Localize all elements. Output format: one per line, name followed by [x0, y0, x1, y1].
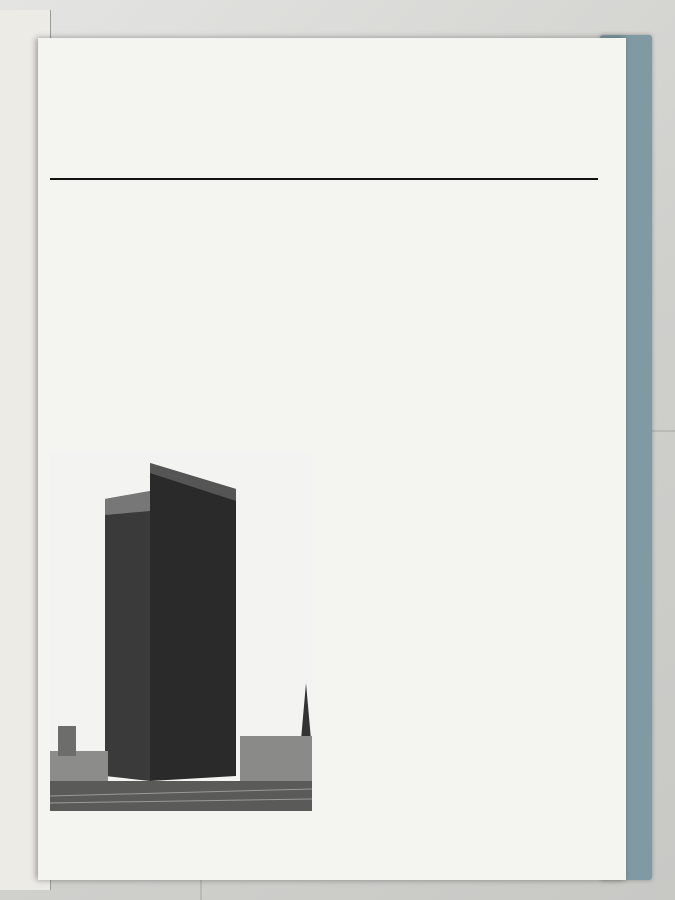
masthead-rule [50, 178, 598, 180]
section-drawing-svg [338, 274, 608, 819]
building-photo-drawing [50, 451, 312, 811]
section-drawing [338, 274, 608, 819]
building-photo [50, 451, 312, 811]
journal-page [38, 38, 626, 880]
tile-seam [200, 880, 202, 900]
